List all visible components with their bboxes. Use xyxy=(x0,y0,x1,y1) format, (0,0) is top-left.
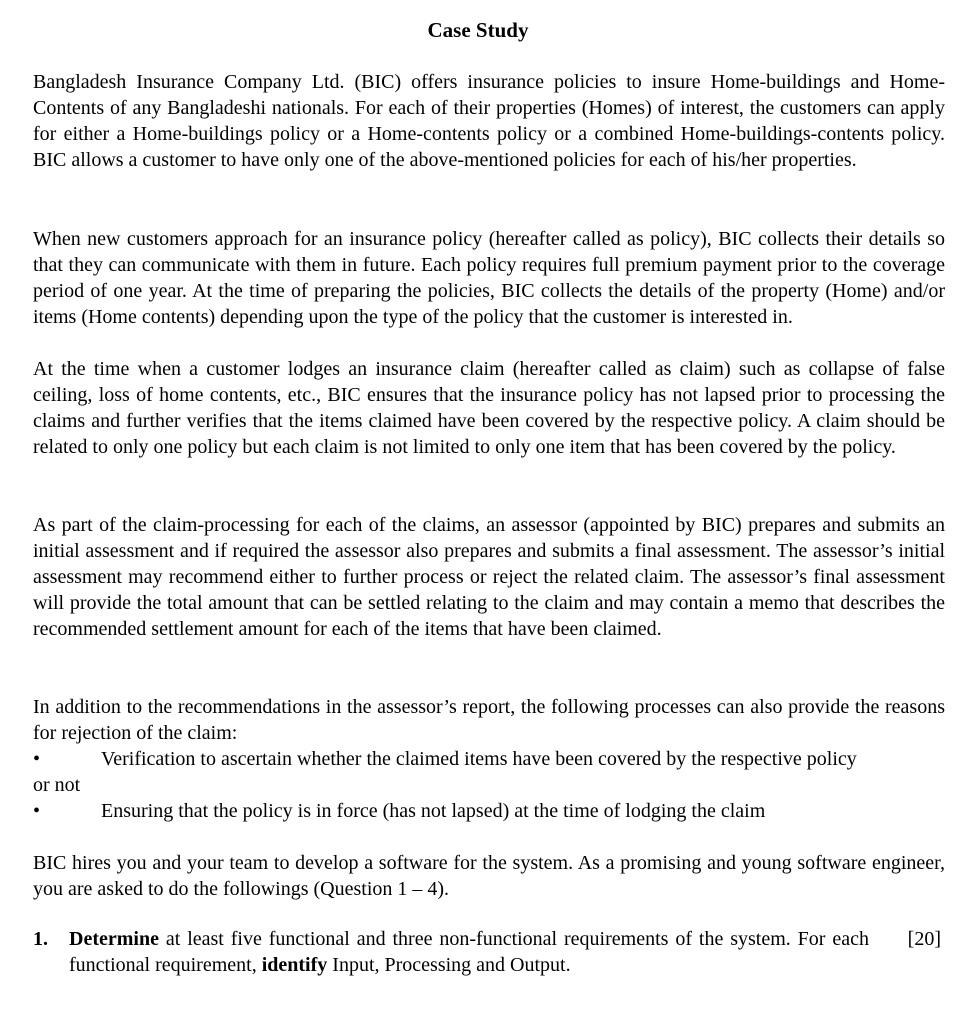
bullet-text: Verification to ascertain whether the claimed items have been covered by the respective policy xyxy=(101,748,857,770)
bullet-dot: • xyxy=(33,748,41,770)
bullet-item-policy-in-force xyxy=(33,798,945,824)
paragraph-claims: At the time when a customer lodges an insurance claim (hereafter called as claim) such as collapse of false ceiling, loss of home contents, etc., BIC ensures that the insurance policy has not lapsed prior to processing the claims and further verifies that the items claimed have been covered by the respective policy. A claim should be related to only one policy but each claim is not limited to only one item that has been covered by the policy. xyxy=(33,358,945,458)
bullet-item-verification xyxy=(33,746,945,798)
question-marks: [20] xyxy=(907,928,941,950)
paragraph-new-customers: When new customers approach for an insurance policy (hereafter called as policy), BIC collects their details so that they can communicate with them in future. Each policy requires full premium payment prior to the coverage period of one year. At the time of preparing the policies, BIC collects the details of the property (Home) and/or items (Home contents) depending upon the type of the policy that the customer is interested in. xyxy=(33,228,945,328)
page-title: Case Study xyxy=(427,18,529,42)
question-verb-determine: Determine xyxy=(69,928,159,950)
paragraph-task: BIC hires you and your team to develop a software for the system. As a promising and young software engineer, you are asked to do the followings (Question 1 – 4). xyxy=(33,852,945,900)
bullet-continuation: or not xyxy=(33,774,81,796)
paragraph-rejection-reasons: In addition to the recommendations in the assessor’s report, the following processes can also provide the reasons for rejection of the claim: xyxy=(33,696,945,744)
bullet-text: Ensuring that the policy is in force (has not lapsed) at the time of lodging the claim xyxy=(101,800,766,822)
question-text-part1: at least five functional and three non-functional requirements of the system. For each functional requirement, xyxy=(69,928,869,976)
bullet-dot: • xyxy=(33,800,41,822)
paragraph-assessor: As part of the claim-processing for each of the claims, an assessor (appointed by BIC) prepares and submits an initial assessment and if required the assessor also prepares and submits a final assessment. The assessor’s initial assessment may recommend either to further process or reject the related claim. The assessor’s final assessment will provide the total amount that can be settled relating to the claim and may contain a memo that describes the recommended settlement amount for each of the items that have been claimed. xyxy=(33,514,945,640)
question-text-part2: Input, Processing and Output. xyxy=(327,954,571,976)
paragraph-intro: Bangladesh Insurance Company Ltd. (BIC) offers insurance policies to insure Home-buildings and Home-Contents of any Bangladeshi nationals. For each of their properties (Homes) of interest, the customers can apply for either a Home-buildings policy or a Home-contents policy or a combined Home-buildings-contents policy. BIC allows a customer to have only one of the above-mentioned policies for each of his/her properties. xyxy=(33,71,945,171)
question-verb-identify: identify xyxy=(261,954,328,976)
question-number: 1. xyxy=(33,928,48,950)
question-text xyxy=(69,926,869,978)
